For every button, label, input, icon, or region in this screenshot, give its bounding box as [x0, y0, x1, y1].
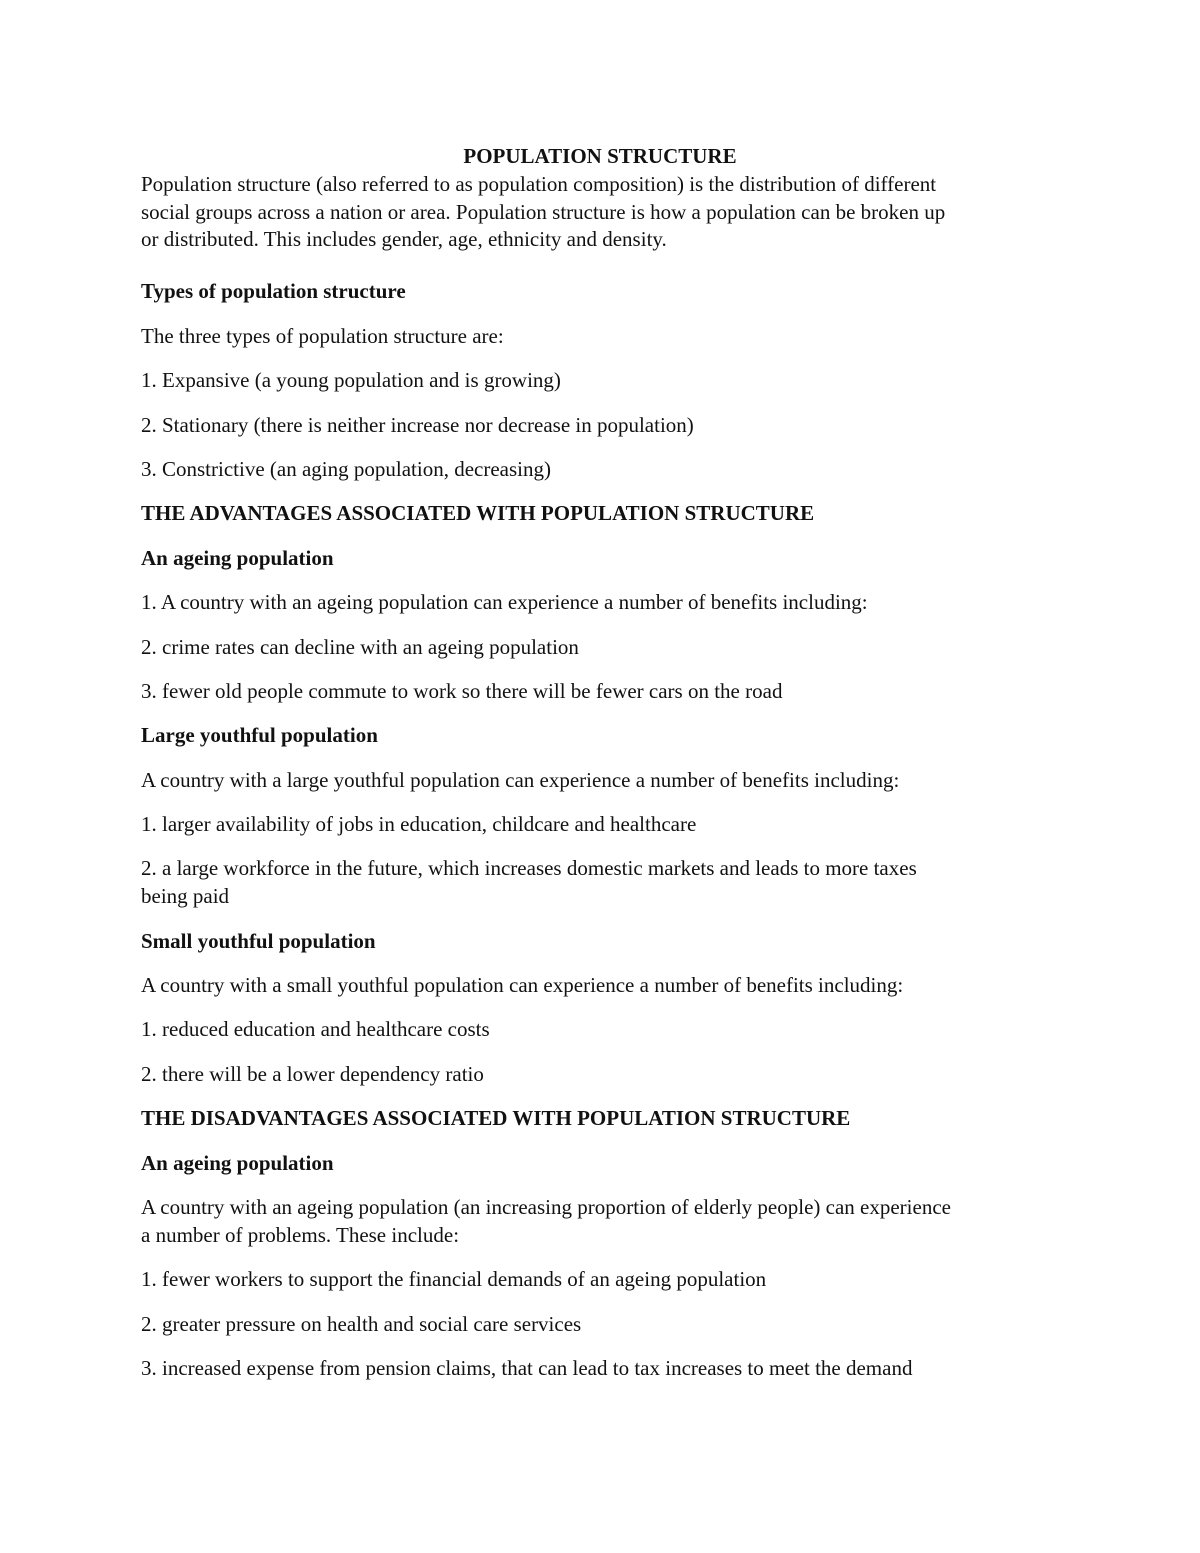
- types-heading: Types of population structure: [141, 279, 406, 303]
- intro-line-2: social groups across a nation or area. Population structure is how a population can be broken up: [141, 200, 946, 224]
- disadvantages-ageing-lead-line-1: A country with an ageing population (an increasing proportion of elderly people) can experience: [141, 1195, 951, 1219]
- intro-line-1: Population structure (also referred to as population composition) is the distribution of different: [141, 172, 937, 196]
- disadvantages-ageing-item-2: 2. greater pressure on health and social care services: [141, 1312, 582, 1336]
- small-youthful-item-1: 1. reduced education and healthcare costs: [141, 1017, 490, 1041]
- large-youthful-heading: Large youthful population: [141, 723, 378, 747]
- disadvantages-ageing-heading: An ageing population: [141, 1151, 334, 1175]
- advantages-ageing-item-1: 1. A country with an ageing population can experience a number of benefits including:: [141, 590, 868, 614]
- small-youthful-heading: Small youthful population: [141, 929, 376, 953]
- large-youthful-item-2-line-2: being paid: [141, 884, 230, 908]
- disadvantages-ageing-item-1: 1. fewer workers to support the financial demands of an ageing population: [141, 1267, 767, 1291]
- small-youthful-item-2: 2. there will be a lower dependency ratio: [141, 1062, 484, 1086]
- types-item-1: 1. Expansive (a young population and is growing): [141, 368, 561, 392]
- small-youthful-lead: A country with a small youthful population can experience a number of benefits including:: [141, 973, 904, 997]
- advantages-ageing-item-3: 3. fewer old people commute to work so there will be fewer cars on the road: [141, 679, 783, 703]
- disadvantages-ageing-item-3: 3. increased expense from pension claims, that can lead to tax increases to meet the demand: [141, 1356, 913, 1380]
- disadvantages-ageing-lead-line-2: a number of problems. These include:: [141, 1223, 460, 1247]
- advantages-heading: THE ADVANTAGES ASSOCIATED WITH POPULATION STRUCTURE: [141, 501, 815, 525]
- intro-line-3: or distributed. This includes gender, age, ethnicity and density.: [141, 227, 667, 251]
- disadvantages-heading: THE DISADVANTAGES ASSOCIATED WITH POPULATION STRUCTURE: [141, 1106, 851, 1130]
- page-title: POPULATION STRUCTURE: [463, 144, 737, 168]
- advantages-ageing-heading: An ageing population: [141, 546, 334, 570]
- types-item-3: 3. Constrictive (an aging population, decreasing): [141, 457, 551, 481]
- large-youthful-lead: A country with a large youthful population can experience a number of benefits including:: [141, 768, 900, 792]
- types-lead: The three types of population structure are:: [141, 324, 504, 348]
- types-item-2: 2. Stationary (there is neither increase nor decrease in population): [141, 413, 694, 437]
- large-youthful-item-2-line-1: 2. a large workforce in the future, which increases domestic markets and leads to more taxes: [141, 856, 917, 880]
- large-youthful-item-1: 1. larger availability of jobs in education, childcare and healthcare: [141, 812, 697, 836]
- advantages-ageing-item-2: 2. crime rates can decline with an ageing population: [141, 635, 579, 659]
